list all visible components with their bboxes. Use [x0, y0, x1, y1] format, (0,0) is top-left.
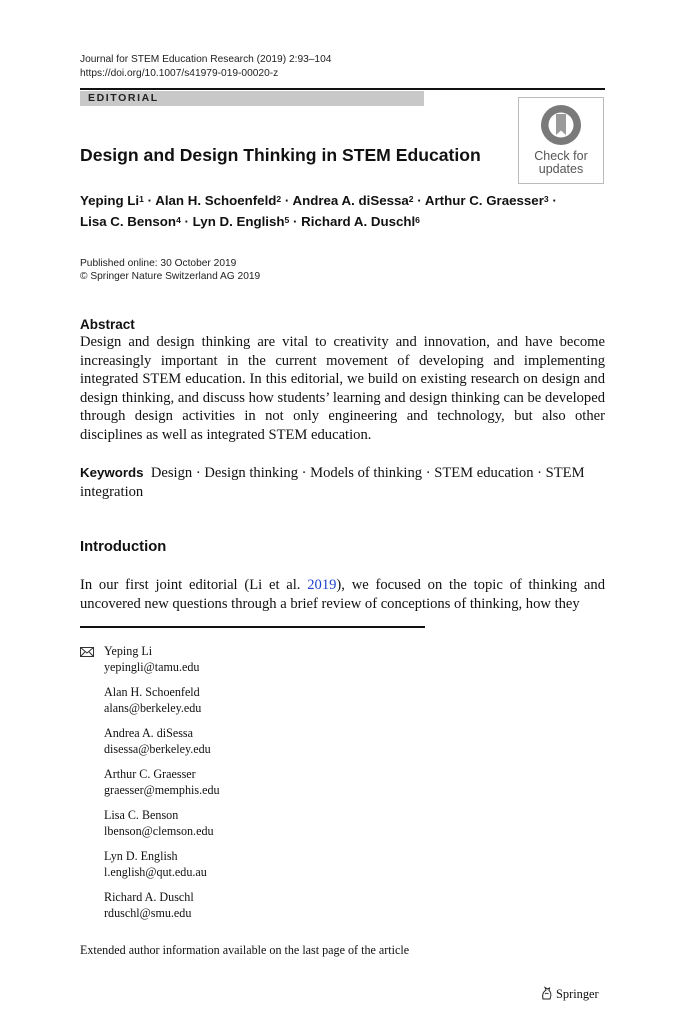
contact-name: Andrea A. diSessa [104, 726, 194, 740]
contact-email-link[interactable]: alans@berkeley.edu [104, 701, 202, 715]
contact-name: Richard A. Duschl [104, 890, 194, 904]
author-name: Andrea A. diSessa [292, 193, 409, 208]
published-date: Published online: 30 October 2019 [80, 258, 237, 269]
contact-entry [104, 889, 220, 921]
author-separator: · [548, 193, 557, 208]
publication-info [80, 258, 260, 283]
author-affiliation-mark: 2 [276, 194, 282, 204]
check-for-updates-badge[interactable] [518, 97, 604, 184]
author-affiliation-mark: 6 [415, 215, 420, 225]
contact-name: Yeping Li [104, 644, 153, 658]
introduction-heading: Introduction [80, 539, 167, 555]
introduction-text [80, 576, 605, 613]
contact-entry [104, 848, 220, 880]
contact-email-link[interactable]: yepingli@tamu.edu [104, 660, 200, 674]
keywords-section [80, 463, 605, 502]
springer-horse-icon [540, 986, 553, 1000]
abstract-heading: Abstract [80, 317, 135, 332]
keywords-label: Keywords [80, 465, 144, 480]
intro-text-before: In our first joint editorial (Li et al. [80, 577, 308, 593]
author-affiliation-mark: 3 [543, 194, 549, 204]
contact-entry [104, 725, 220, 757]
citation-link[interactable]: 2019 [307, 577, 337, 593]
contact-email-link[interactable]: lbenson@clemson.edu [104, 824, 214, 838]
contact-list [104, 643, 220, 930]
journal-citation: Journal for STEM Education Research (2019) 2:93–104 [80, 54, 332, 65]
author-separator: · [281, 193, 293, 208]
contact-entry [104, 766, 220, 798]
contact-email-link[interactable]: disessa@berkeley.edu [104, 742, 211, 756]
author-separator: · [143, 193, 156, 208]
keywords-text: Design · Design thinking · Models of thinking · STEM education · STEM integration [80, 465, 585, 500]
contact-entry [104, 684, 220, 716]
article-title: Design and Design Thinking in STEM Education [80, 145, 481, 165]
footnote-rule [80, 626, 425, 628]
journal-header [80, 53, 331, 81]
author-separator: · [413, 193, 425, 208]
crossmark-icon [539, 103, 583, 149]
intro-text-after: ), we focused on the topic of thinking and uncovered new questions through a brief review of conceptions of thinking, how they [80, 577, 605, 612]
author-name: Arthur C. Graesser [424, 193, 544, 208]
publisher-name: Springer [556, 987, 599, 1001]
check-for-updates-line2: updates [538, 162, 584, 176]
publisher-logo [540, 986, 599, 1002]
header-rule [80, 88, 605, 90]
contact-name: Lisa C. Benson [104, 808, 179, 822]
contact-email-link[interactable]: rduschl@smu.edu [104, 906, 192, 920]
contact-email-link[interactable]: graesser@memphis.edu [104, 783, 220, 797]
author-list [80, 190, 605, 232]
check-for-updates-text [519, 150, 603, 176]
journal-doi-link[interactable]: https://doi.org/10.1007/s41979-019-00020-z [80, 68, 279, 79]
envelope-icon [80, 647, 94, 657]
author-name: Lyn D. English [192, 214, 285, 229]
abstract-text: Design and design thinking are vital to creativity and innovation, and have become increasingly important in the current movement of developing and implementing integrated STEM education. In this editorial, we build on existing research on design and design thinking, and discuss how students’ learning and design thinking can be developed through design activities in not only engineering and technology, but also other disciplines as well as integrated STEM education. [80, 334, 605, 443]
author-name: Lisa C. Benson [80, 214, 177, 229]
article-type-label: EDITORIAL [88, 92, 159, 104]
check-for-updates-line1: Check for [534, 149, 588, 163]
extended-author-note: Extended author information available on the last page of the article [80, 943, 410, 957]
contact-entry [104, 643, 220, 675]
author-affiliation-mark: 4 [176, 215, 181, 225]
author-separator: · [180, 214, 193, 229]
contact-entry [104, 807, 220, 839]
contact-email-link[interactable]: l.english@qut.edu.au [104, 865, 207, 879]
contact-name: Lyn D. English [104, 849, 178, 863]
author-affiliation-mark: 2 [408, 194, 414, 204]
author-name: Alan H. Schoenfeld [155, 193, 277, 208]
author-separator: · [289, 214, 302, 229]
author-affiliation-mark: 1 [139, 194, 144, 204]
contact-name: Arthur C. Graesser [104, 767, 196, 781]
author-name: Yeping Li [80, 193, 140, 208]
copyright-line: © Springer Nature Switzerland AG 2019 [80, 270, 261, 282]
author-affiliation-mark: 5 [284, 215, 290, 225]
contact-name: Alan H. Schoenfeld [104, 685, 200, 699]
author-name: Richard A. Duschl [301, 214, 416, 229]
